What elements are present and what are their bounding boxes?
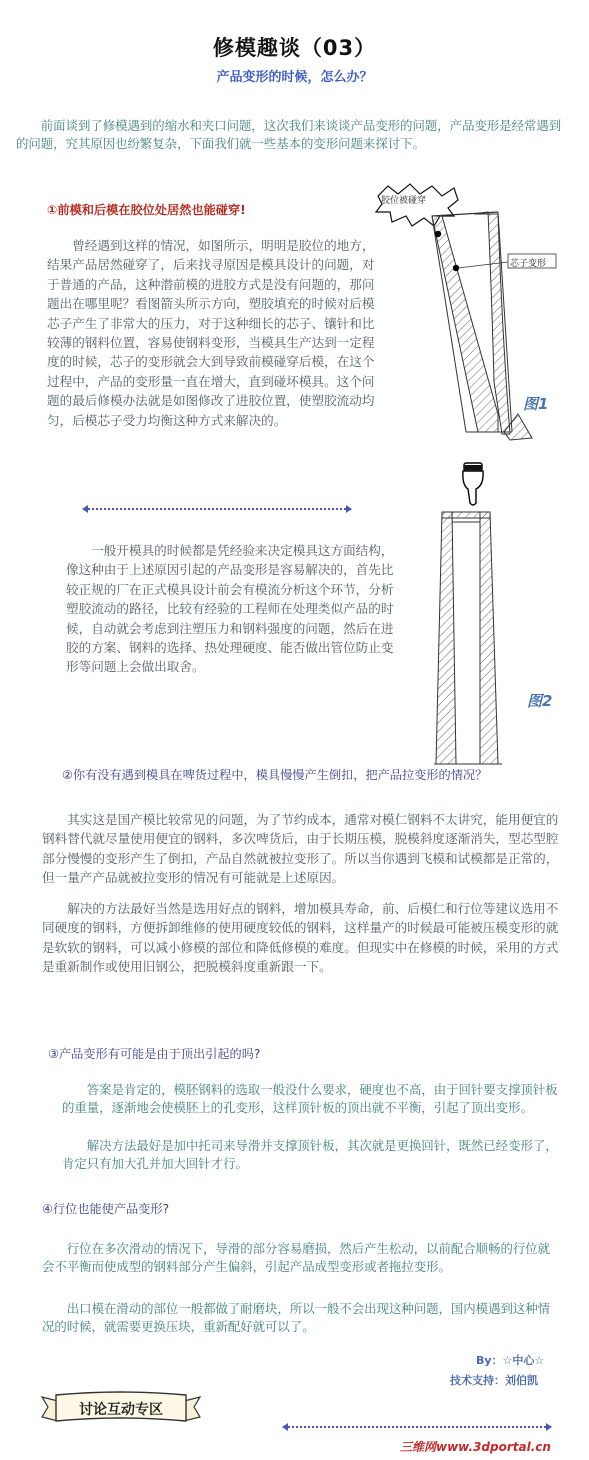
credit-author: By：☆中心☆ [476,1354,545,1367]
separator-arrow-right [546,1423,552,1431]
discussion-banner-label: 讨论互动专区 [79,1402,163,1418]
section4-paragraph-2: 出口模在滑动的部位一般都做了耐磨块，所以一般不会出现这种问题，国内模遇到这种情况的时候，就需要更换压块，重新配好就可以了。 [42,1301,551,1334]
section4-heading: ④行位也能使产品变形? [42,1202,170,1216]
section3-heading: ③产品变形有可能是由于顶出引起的吗? [48,1047,261,1061]
section2-paragraph-1: 其实这是国产模比较常见的问题，为了节约成本，通常对模仁钢料不太讲究，能用便宜的钢料替代就尽量使用便宜的钢料，多次啤货后，由于长期压模，脱模斜度逐渐消失，型芯型腔部分慢慢的变形产生了倒扣，产品自然就被拉变形了。所以当你遇到飞模和试模都是正常的，但一量产产品就被拉变形的情况有可能就是上述原因。 [42,812,559,886]
site-watermark: 三维网www.3dportal.cn [400,1440,551,1454]
figure-2-label: 图2 [527,692,553,710]
figure-1-diagram [370,182,580,462]
section4-paragraph-1: 行位在多次滑动的情况下，导滑的部分容易磨损，然后产生松动，以前配合顺畅的行位就会不平衡而使成型的钢料部分产生偏斜，引起产品成型变形或者拖拉变形。 [42,1241,551,1274]
pointing-hand-icon [458,461,488,507]
section3-paragraph-1: 答案是肯定的，模胚钢料的选取一般没什么要求，硬度也不高，由于回针要支撑顶针板的重量，逐渐地会使模胚上的孔变形，这样顶针板的顶出就不平衡，引起了顶出变形。 [62,1082,558,1115]
section2-heading: ②你有没有遇到模具在啤货过程中，模具慢慢产生倒扣，把产品拉变形的情况？ [62,768,488,782]
credit-support: 技术支持：刘伯凯 [450,1374,538,1387]
figure-1-label: 图1 [523,395,549,413]
section1-heading: ①前模和后模在胶位处居然也能碰穿! [47,203,246,217]
page-title: 修模趣谈（03） [212,36,377,60]
section1-paragraph-2: 一般开模具的时候都是凭经验来决定模具这方面结构，像这种由于上述原因引起的产品变形是容易解决的，首先比较正规的厂在正式模具设计前会有模流分析这个环节，分析塑胶流动的路径，比较有经验的工程师在处理类似产品的时候，自动就会考虑到注塑压力和钢料强度的问题，然后在进胶的方案、钢料的选择、热处理硬度、能否做出管位防止变形等问题上会做出取舍。 [66,543,394,675]
callout-core-deformed: 芯子变形 [510,259,547,269]
callout-gate-punched: 胶位被碰穿 [381,196,427,206]
section1-paragraph-1: 曾经遇到这样的情况，如图所示，明明是胶位的地方，结果产品居然碰穿了，后来找寻原因是模具设计的问题，对于普通的产品，这种潜前模的进胶方式是没有问题的，那问题出在哪里呢？看图箭头所示方向，塑胶填充的时候对后模芯子产生了非常大的压力，对于这种细长的芯子、镶针和比较薄的钢料位置，容易使钢料变形，当模具生产达到一定程度的时候，芯子的变形就会大到导致前模碰穿后模，在这个过程中，产品的变形量一直在增大，直到碰坏模具。这个问题的最后修模办法就是如图修改了进胶位置，使塑胶流动均匀，后模芯子受力均衡这种方式来解决的。 [47,238,375,428]
point-marker [435,231,441,237]
figure-2-diagram [432,508,512,770]
intro-paragraph: 前面谈到了修模遇到的缩水和夹口问题，这次我们来谈谈产品变形的问题，产品变形是经常遇到的问题，究其原因也纷繁复杂，下面我们就一些基本的变形问题来探讨下。 [16,118,562,151]
page-subtitle: 产品变形的时候，怎么办？ [216,70,373,85]
dotted-separator [288,1426,546,1428]
section3-paragraph-2: 解决方法最好是加中托司来导滑并支撑顶针板，其次就是更换回针，既然已经变形了，肯定只有加大孔并加大回针才行。 [62,1138,558,1171]
separator-arrow-right [346,505,352,513]
dotted-separator [88,508,346,510]
section2-paragraph-2: 解决的方法最好当然是选用好点的钢料，增加模具寿命，前、后模仁和行位等建议选用不同硬度的钢料，方便拆卸维修的使用硬度较低的钢料，这样量产的时候最可能被压模变形的就是软软的钢料，可以减小修模的部位和降低修模的难度。但现实中在修模的时候，采用的方式是重新制作或使用旧钢公，把脱模斜度重新跟一下。 [42,901,559,975]
